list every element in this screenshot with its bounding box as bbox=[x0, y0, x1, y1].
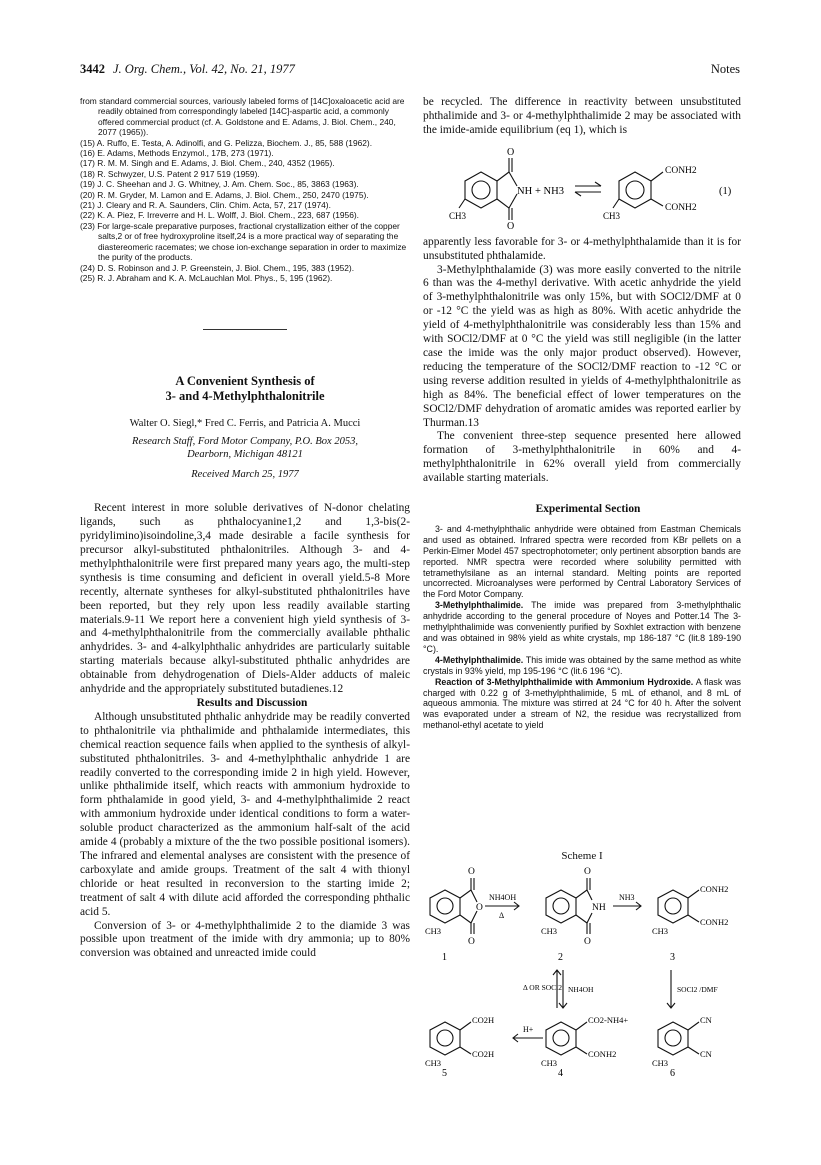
carboxylic-acid-label: CO2H bbox=[472, 1049, 495, 1059]
reference-item: (25) R. J. Abraham and K. A. McLauchlan Mol. Phys., 5, 195 (1962). bbox=[80, 272, 333, 283]
aromatic-circle bbox=[665, 898, 681, 914]
aromatic-circle bbox=[553, 898, 569, 914]
compound-number: 6 bbox=[670, 1068, 675, 1077]
benzene-ring bbox=[430, 1022, 460, 1055]
carboxamide-label: CONH2 bbox=[700, 884, 729, 894]
nitrile-label: CN bbox=[700, 1015, 712, 1025]
methyl-label: CH3 bbox=[652, 1058, 669, 1068]
carboxamide-label: CONH2 bbox=[588, 1049, 617, 1059]
bond-line bbox=[651, 172, 663, 181]
reference-item: (17) R. M. M. Singh and E. Adams, J. Biol. Chem., 240, 4352 (1965). bbox=[80, 158, 335, 169]
carboxamide-label: CONH2 bbox=[665, 202, 697, 213]
carboxylic-acid-label: CO2H bbox=[472, 1015, 495, 1025]
intro-paragraph: Recent interest in more soluble derivatives of N-donor chelating ligands, such as phthalocyanine1,2 and 1,3-bis(2-pyridylimino)isoindoline,3,4 made desirable a facile synthesis for precursor alkyl-substituted phthalonitriles. Although 3- and 4-methylphthalonitrile were first prepared many years ago, the multi-step synthesis is time consuming and deficient in overall yield.5-8 More recently, alternate syntheses for alkyl-substituted phthalonitriles have been reported, but they rely upon less readily available starting materials.9-11 We report here a convenient high yield synthesis of 3- and 4-methylphthalonitrile from the commercially available phthalic anhydrides. 3- and 4-alkylphthalic anhydrides are particularly suitable starting materials because alkyl-substituted phthalic anhydrides are obtainable from dehydrogenation of Diels-Alder adducts of maleic anhydride and the appropriately substituted butadienes.12 bbox=[80, 502, 410, 696]
oxygen-label: O bbox=[468, 937, 475, 947]
benzene-ring bbox=[658, 1022, 688, 1055]
references-list bbox=[80, 96, 410, 283]
bond-line bbox=[471, 890, 477, 902]
equation-1 bbox=[423, 142, 741, 230]
bond-line bbox=[576, 890, 587, 898]
results-paragraph-2: Conversion of 3- or 4-methylphthalimide 2 to the diamide 3 was possible upon treatment of the imide with dry ammonia; up to 80% conversion was obtained and unreacted imide could bbox=[80, 919, 410, 960]
bond-line bbox=[651, 199, 663, 206]
condition-label: Δ bbox=[499, 911, 505, 920]
article-title-line1: A Convenient Synthesis of bbox=[175, 374, 315, 389]
nh-label: NH bbox=[517, 185, 533, 197]
oxygen-label: O bbox=[507, 220, 515, 230]
left-column bbox=[80, 96, 410, 961]
affiliation-line1: Research Staff, Ford Motor Company, P.O. Box 2053, bbox=[132, 436, 358, 448]
reference-item: (15) A. Ruffo, E. Testa, A. Adinolfi, and G. Pelizza, Biochem. J., 85, 588 (1962). bbox=[80, 137, 373, 148]
compound-number: 3 bbox=[670, 952, 675, 963]
right-body bbox=[423, 96, 741, 138]
section-name: Notes bbox=[710, 62, 740, 76]
journal-citation: J. Org. Chem., Vol. 42, No. 21, 1977 bbox=[113, 62, 295, 76]
equation-number: (1) bbox=[719, 185, 732, 197]
results-paragraph-1: Although unsubstituted phthalic anhydride may be readily converted to phthalonitrile via phthalimide and phthalamide intermediates, this chemical reaction sequence fails when applied to the synthesis of alkyl-substituted phthalonitriles. 3- and 4-methylphthalic anhydride 1 are readily converted to the corresponding imide 2 in high yield. However, unlike phthalimide itself, which reacts with ammonium hydroxide to form phthalamide in good yield, 3- and 4-methylphthalimide 2 react with ammonium hydroxide under identical conditions to form a water-soluble product characterized as the ammonium half-salt of the acid amide 4 (probably a mixture of the the two possible positional isomers). The infrared and elemental analyses are consistent with the presence of carboxylate and amide groups. Treatment of the salt 4 with thionyl chloride or heat resulted in reconversion to the starting imide 2; treatment of salt 4 with dilute acid afforded the corresponding phthalic acid 5. bbox=[80, 710, 410, 918]
carboxamide-label: CONH2 bbox=[665, 165, 697, 176]
benzene-ring bbox=[430, 890, 460, 923]
equation-1-structure bbox=[423, 142, 741, 230]
results-heading: Results and Discussion bbox=[196, 697, 308, 709]
experimental-paragraph-2 bbox=[423, 600, 741, 655]
bond-line bbox=[576, 1022, 587, 1030]
arrow-head bbox=[595, 182, 601, 186]
oxygen-label: O bbox=[584, 937, 591, 947]
scheme-title: Scheme I bbox=[561, 850, 603, 862]
bond-line bbox=[688, 890, 699, 898]
procedure-text: This imide was obtained by the same method as white crystals in 93% yield, mp 195-196 °C (lit.6 196 °C). bbox=[423, 654, 742, 676]
bond-line bbox=[576, 915, 587, 923]
bond-line bbox=[509, 194, 517, 208]
bond-line bbox=[460, 915, 471, 923]
bond-line bbox=[688, 1047, 699, 1054]
methyl-label: CH3 bbox=[425, 926, 442, 936]
bond-line bbox=[460, 1047, 471, 1054]
reference-item: (24) D. S. Robinson and J. P. Greenstein, J. Biol. Chem., 195, 383 (1952). bbox=[80, 262, 355, 273]
procedure-text: The imide was prepared from 3-methylphthalic anhydride according to the general procedure of Noyes and Potter.14 The 3-methylphthalimide was conveniently purified by Soxhlet extraction with benzene and was obtained in 98% yield as white crystals, mp 186-187 °C (lit.8 189-190 °C). bbox=[423, 600, 741, 654]
aromatic-circle bbox=[437, 1030, 453, 1046]
compound-number: 5 bbox=[442, 1068, 447, 1077]
reference-item: (16) E. Adams, Methods Enzymol., 17B, 273 (1971). bbox=[80, 148, 274, 159]
experimental-section bbox=[423, 504, 741, 731]
reagent-label: NH4OH bbox=[489, 893, 517, 902]
reference-item: (18) R. Schwyzer, U.S. Patent 2 917 519 (1959). bbox=[80, 168, 260, 179]
methyl-label: CH3 bbox=[603, 210, 621, 221]
discussion-paragraph-3: The convenient three-step sequence presented here allowed formation of 3-methylphthalonitrile in 60% and 4-methylphthalonitrile in 62% overall yield from commercially available starting materials. bbox=[423, 430, 741, 485]
compound-number: 1 bbox=[442, 952, 447, 963]
procedure-text: A flask was charged with 0.22 g of 3-methylphthalimide, 5 mL of ethanol, and 8 mL of aqueous ammonia. The mixture was stirred at 24 °C for 40 h. After the solvent was evaporated under a stream of N2, the residue was recrystallized from methanol-ethyl acetate to yield bbox=[423, 676, 741, 731]
compound-heading: 3-Methylphthalimide. bbox=[435, 600, 524, 611]
discussion-paragraph-2: 3-Methylphthalamide (3) was more easily converted to the nitrile 6 than was the 4-methyl derivative. With acetic anhydride the yield of 3-methylphthalonitrile was only 15%, but with SOCl2/DMF at 0 or -12 °C the yield was as high as 80%. With acetic anhydride the yield of 4-methylphthalonitrile was considerably less than 15% and with SOCl2/DMF at 0 °C the yield was still negligible (in the latter case the imide was the only major product observed). However, reducing the temperature of the SOCl2/DMF reaction to -12 °C or using reverse addition resulted in yields of 4-methylphthalonitrile as high as 84%. The beneficial effect of lower temperatures on the SOCl2/DMF dehydration of aromatic amides was reported earlier by Thurman.13 bbox=[423, 263, 741, 429]
bond-line bbox=[688, 915, 699, 922]
continued-paragraph: be recycled. The difference in reactivity between unsubstituted phthalimide and 3- or 4-methylphthalimide 2 may be associated with the imide-amide equilibrium (eq 1), which is bbox=[423, 96, 741, 136]
reagent-label: NH4OH bbox=[568, 985, 594, 994]
bond-line bbox=[497, 172, 509, 181]
bond-line bbox=[460, 1022, 471, 1030]
page-number: 3442 bbox=[80, 62, 105, 76]
bond-line bbox=[460, 890, 471, 898]
benzene-ring bbox=[658, 890, 688, 923]
compound-heading: Reaction of 3-Methylphthalimide with Ammonium Hydroxide. bbox=[435, 676, 694, 687]
reference-item: (20) R. M. Gryder, M. Lamon and E. Adams, J. Biol. Chem., 250, 2470 (1975). bbox=[80, 189, 369, 200]
scheme-1-diagram bbox=[423, 862, 741, 1077]
nitrile-label: CN bbox=[700, 1049, 712, 1059]
ammonia-label: + NH3 bbox=[535, 185, 564, 197]
aromatic-circle bbox=[665, 1030, 681, 1046]
experimental-paragraph-1: 3- and 4-methylphthalic anhydride were obtained from Eastman Chemicals and used as obtained. Infrared spectra were recorded from KBr pellets on a Perkin-Elmer Model 457 spectrophotometer; only pertinent absorption bands are reported. NMR spectra were recorded where solubility permitted with tetramethylsilane as an internal standard. Melting points are reported uncorrected. Microanalyses were performed by Central Laboratory Services of the Ford Motor Company. bbox=[423, 523, 741, 600]
reagent-label: NH3 bbox=[619, 893, 635, 902]
experimental-paragraph-4 bbox=[423, 677, 741, 732]
benzene-ring bbox=[465, 172, 497, 208]
article-title-line2: 3- and 4-Methylphthalonitrile bbox=[165, 389, 325, 404]
benzene-ring bbox=[546, 1022, 576, 1055]
discussion-paragraph-1: apparently less favorable for 3- or 4-methylphthalamide than it is for unsubstituted phthalamide. bbox=[423, 235, 741, 262]
left-body bbox=[80, 502, 410, 961]
reference-item: (23) For large-scale preparative purposes, fractional crystallization either of the copper salts,2 or of free hydroxyproline itself,24 is a more practical way of separating the diastereomeric racemates; we chose ion-exchange separation in order to maximize the purity of the products. bbox=[80, 220, 407, 263]
oxygen-label: O bbox=[507, 146, 515, 158]
compound-heading: 4-Methylphthalimide. bbox=[435, 654, 524, 665]
arrow-head bbox=[575, 192, 581, 196]
benzene-ring bbox=[546, 890, 576, 923]
page-header bbox=[80, 62, 740, 78]
header-left bbox=[80, 62, 295, 77]
right-column bbox=[423, 96, 741, 731]
scheme-1 bbox=[423, 850, 741, 1075]
bond-line bbox=[688, 1022, 699, 1030]
aromatic-circle bbox=[437, 898, 453, 914]
experimental-paragraph-3 bbox=[423, 655, 741, 677]
nh-label: NH bbox=[592, 903, 606, 913]
aromatic-circle bbox=[553, 1030, 569, 1046]
bond-line bbox=[509, 172, 517, 186]
reference-item: (21) J. Cleary and R. A. Saunders, Clin. Chim. Acta, 57, 217 (1974). bbox=[80, 200, 331, 211]
methyl-label: CH3 bbox=[449, 210, 467, 221]
reference-item: (19) J. C. Sheehan and J. G. Whitney, J. Am. Chem. Soc., 85, 3863 (1963). bbox=[80, 179, 359, 190]
bond-line bbox=[587, 913, 592, 923]
reference-item: from standard commercial sources, variously labeled forms of [14C]oxaloacetic acid are readily obtained from correspondingly labeled [14C]-aspartic acid, a commonly offered commercial product (cf. A. Goldstone and E. Adams, J. Biol. Chem., 240, 2077 (1965)). bbox=[80, 96, 405, 138]
bond-line bbox=[497, 199, 509, 208]
reference-item: (22) K. A. Piez, F. Irreverre and H. L. Wolff, J. Biol. Chem., 223, 687 (1956). bbox=[80, 210, 359, 221]
aromatic-circle bbox=[626, 181, 644, 199]
carboxamide-label: CONH2 bbox=[700, 917, 729, 927]
bond-line bbox=[587, 890, 592, 900]
compound-number: 4 bbox=[558, 1068, 563, 1077]
methyl-bond bbox=[613, 199, 619, 208]
benzene-ring bbox=[619, 172, 651, 208]
methyl-label: CH3 bbox=[652, 926, 669, 936]
methyl-label: CH3 bbox=[425, 1058, 442, 1068]
article-authors: Walter O. Siegl,* Fred C. Ferris, and Patricia A. Mucci bbox=[129, 418, 361, 430]
oxygen-label: O bbox=[476, 903, 483, 913]
carboxylate-label: CO2-NH4+ bbox=[588, 1015, 629, 1025]
experimental-heading: Experimental Section bbox=[535, 503, 641, 516]
received-date: Received March 25, 1977 bbox=[191, 469, 299, 481]
aromatic-circle bbox=[472, 181, 490, 199]
bond-line bbox=[576, 1047, 587, 1054]
right-body-2 bbox=[423, 236, 741, 486]
methyl-label: CH3 bbox=[541, 926, 558, 936]
oxygen-label: O bbox=[584, 867, 591, 877]
oxygen-label: O bbox=[468, 867, 475, 877]
affiliation-line2: Dearborn, Michigan 48121 bbox=[187, 449, 303, 461]
methyl-label: CH3 bbox=[541, 1058, 558, 1068]
reagent-label: SOCl2 /DMF bbox=[677, 985, 718, 994]
reagent-label: Δ OR SOCl2 bbox=[523, 983, 563, 992]
compound-number: 2 bbox=[558, 952, 563, 963]
methyl-bond bbox=[459, 199, 465, 208]
reagent-label: H+ bbox=[523, 1025, 534, 1034]
section-divider bbox=[203, 329, 287, 330]
